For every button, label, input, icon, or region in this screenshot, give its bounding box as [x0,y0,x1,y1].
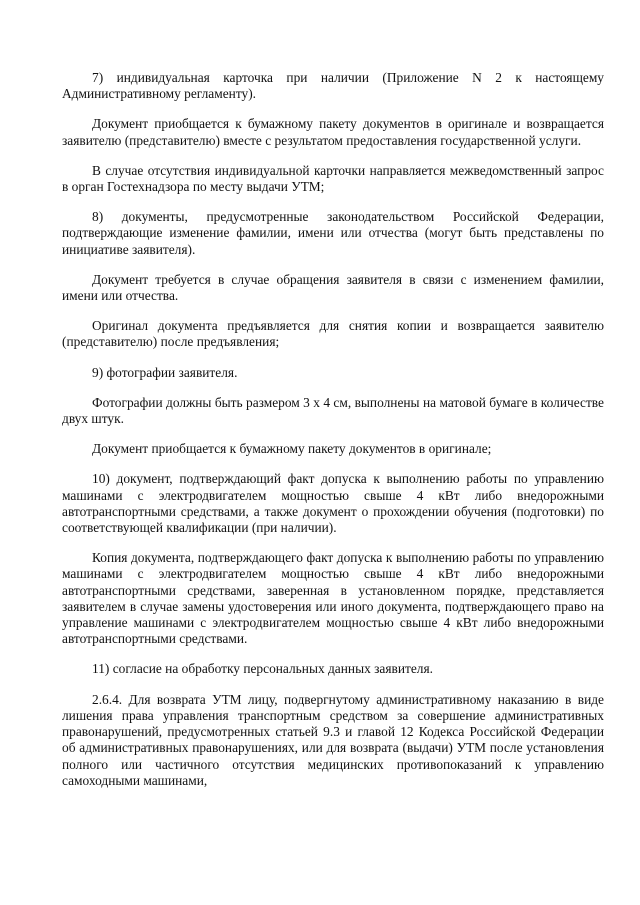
paragraph-item-9: 9) фотографии заявителя. [92,364,238,380]
paragraph-item-9-photo-size: Фотографии должны быть размером 3 х 4 см, выполнены на матовой бумаге в количестве двух штук. [62,394,604,427]
document-page [62,70,604,803]
paragraph-item-8-note: Документ требуется в случае обращения заявителя в связи с изменением фамилии, имени или отчества. [62,271,604,304]
paragraph-item-9-note: Документ приобщается к бумажному пакету документов в оригинале; [92,441,492,457]
paragraph-item-7: 7) индивидуальная карточка при наличии (Приложение N 2 к настоящему Административному регламенту). [62,70,604,102]
paragraph-section-2-6-4: 2.6.4. Для возврата УТМ лицу, подвергнутому административному наказанию в виде лишения права управления транспортным средством за совершение административных правонарушений, предусмотренных статьей 9.3 и главой 12 Кодекса Российской Федерации об административных правонарушениях, или для возврата (выдачи) УТМ после установления полного или частичного отсутствия медицинских противопоказаний к управлению самоходными машинами, [62,691,604,788]
paragraph-item-11: 11) согласие на обработку персональных данных заявителя. [92,661,433,677]
paragraph-item-10: 10) документ, подтверждающий факт допуска к выполнению работы по управлению машинами с электродвигателем мощностью свыше 4 кВт либо внедорожными автотранспортными средствами, а также документ о прохождении обучения (подготовки) по соответствующей квалификации (при наличии). [62,471,604,536]
paragraph-item-8-original: Оригинал документа предъявляется для снятия копии и возвращается заявителю (представителю) после предъявления; [62,318,604,350]
paragraph-no-card-request: В случае отсутствия индивидуальной карточки направляется межведомственный запрос в орган Гостехнадзора по месту выдачи УТМ; [62,162,604,195]
paragraph-item-7-note: Документ приобщается к бумажному пакету документов в оригинале и возвращается заявителю (представителю) вместе с результатом предоставления государственной услуги. [62,116,604,148]
paragraph-item-10-copy: Копия документа, подтверждающего факт допуска к выполнению работы по управлению машинами с электродвигателем мощностью свыше 4 кВт либо внедорожными автотранспортными средствами, заверенная в установленном порядке, представляется заявителем в случае замены удостоверения или иного документа, подтверждающего право на управление машинами с электродвигателем мощностью свыше 4 кВт либо внедорожными автотранспортными средствами. [62,550,604,647]
paragraph-item-8: 8) документы, предусмотренные законодательством Российской Федерации, подтверждающие изменение фамилии, имени или отчества (могут быть представлены по инициативе заявителя). [62,209,604,257]
